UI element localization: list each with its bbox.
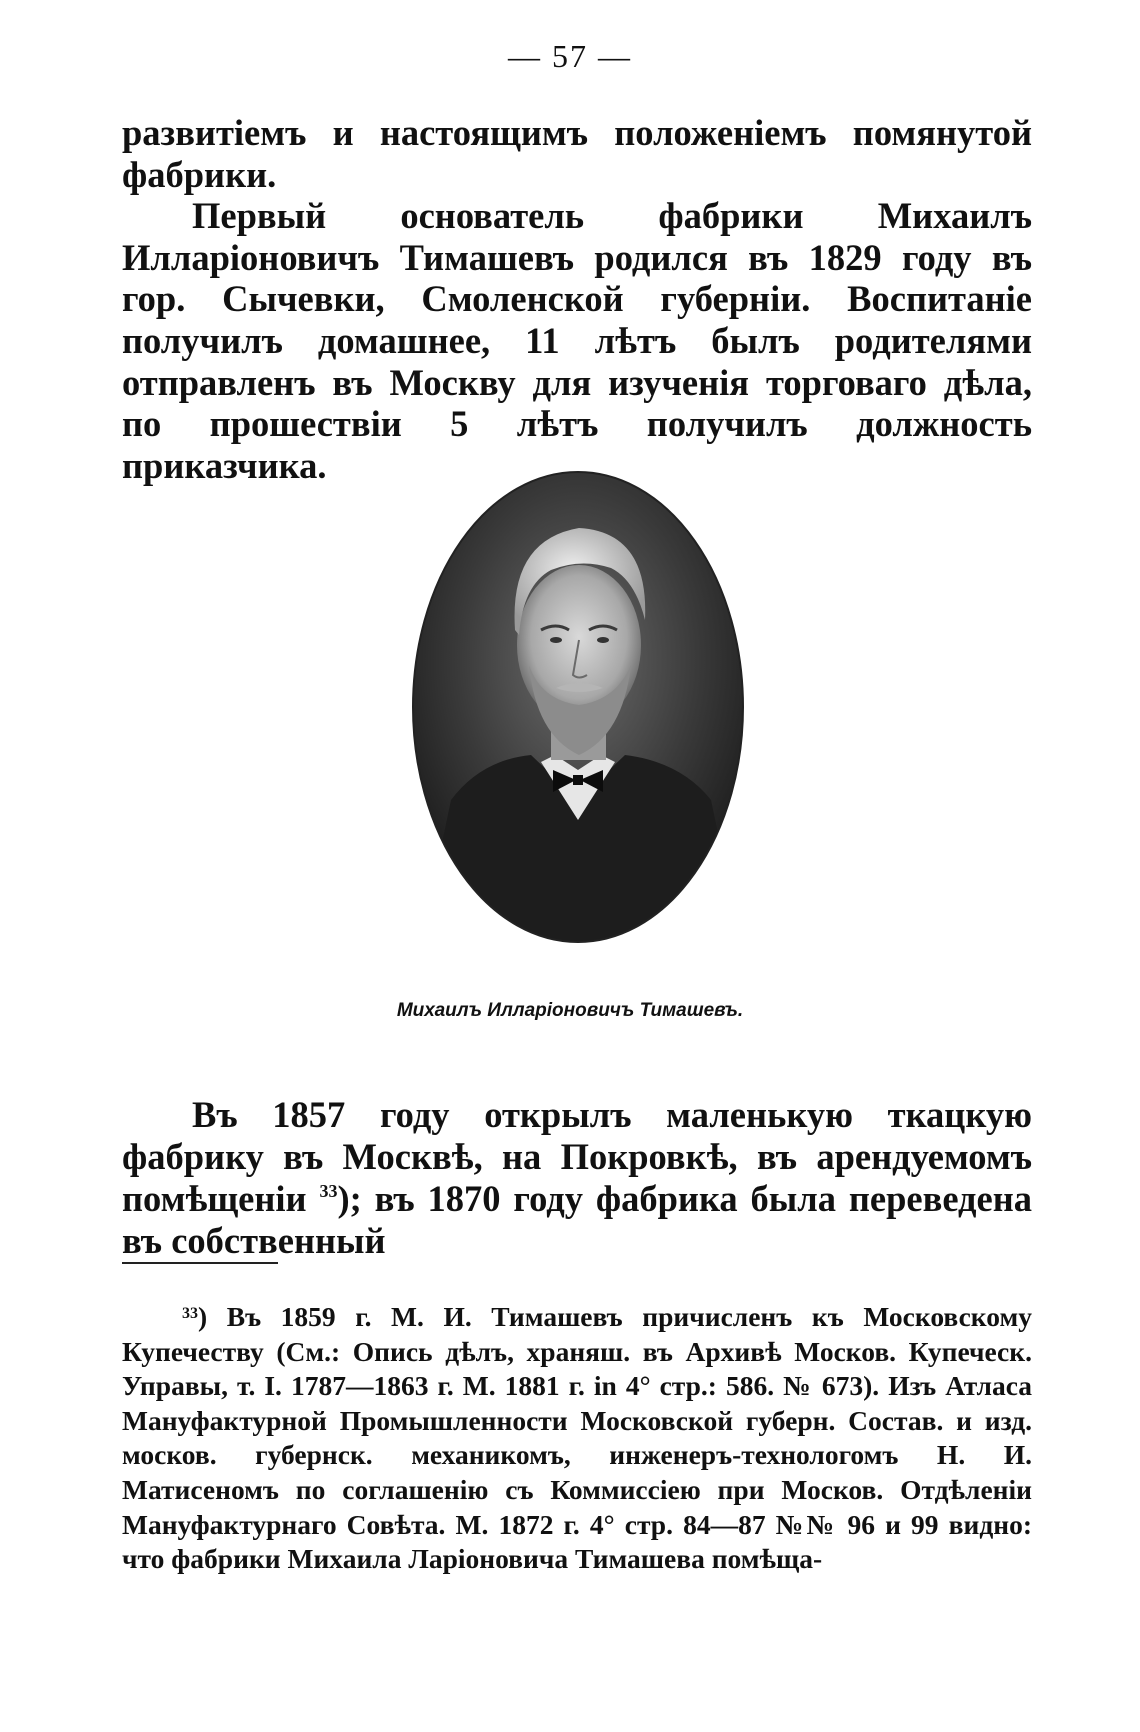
- footnote-mark: 33: [182, 1305, 198, 1322]
- top-text-block: [122, 112, 1032, 486]
- factory-paragraph-part1: Въ 1857 году открылъ маленькую ткацкую фабрику въ Москвѣ, на Покровкѣ, въ арендуемомъ помѣщеніи: [122, 1094, 1032, 1219]
- footnote-reference: 33: [319, 1181, 338, 1201]
- factory-paragraph-part2: ); въ 1870 году фабрика была переведена въ собственный: [122, 1178, 1032, 1261]
- biography-paragraph: Первый основатель фабрики Михаилъ Илларіоновичъ Тимашевъ родился въ 1829 году въ гор. Сычевки, Смоленской губерніи. Воспитаніе получилъ домашнее, 11 лѣтъ былъ родителями отправленъ въ Москву для изученія торговаго дѣла, по прошествіи 5 лѣтъ получилъ должность приказчика.: [122, 195, 1032, 486]
- footnote-divider: [122, 1262, 278, 1264]
- footnote: [122, 1300, 1032, 1577]
- portrait-photo: [411, 470, 745, 944]
- figure-caption: Михаилъ Илларіоновичъ Тимашевъ.: [396, 1000, 744, 1021]
- continuation-paragraph: развитіемъ и настоящимъ положеніемъ помянутой фабрики.: [122, 112, 1032, 195]
- factory-paragraph: [122, 1094, 1032, 1262]
- bottom-text-block: [122, 1094, 1032, 1262]
- page-number: — 57 —: [508, 38, 632, 74]
- footnote-text: ) Въ 1859 г. М. И. Тимашевъ причисленъ къ Московскому Купечеству (См.: Опись дѣлъ, храняш. въ Архивѣ Москов. Купеческ. Управы, т. I. 1787—1863 г. М. 1881 г. in 4° стр.: 586. № 673). Изъ Атласа Мануфактурной Промышленности Московской губерн. Состав. и изд. москов. губернск. механикомъ, инженеръ-технологомъ Н. И. Матисеномъ по соглашенію съ Коммиссіею при Москов. Отдѣленіи Мануфактурнаго Совѣта. М. 1872 г. 4° стр. 84—87 №№ 96 и 99 видно: что фабрики Михаила Ларіоновича Тимашева помѣща-: [122, 1301, 1032, 1575]
- portrait-figure: [411, 470, 745, 944]
